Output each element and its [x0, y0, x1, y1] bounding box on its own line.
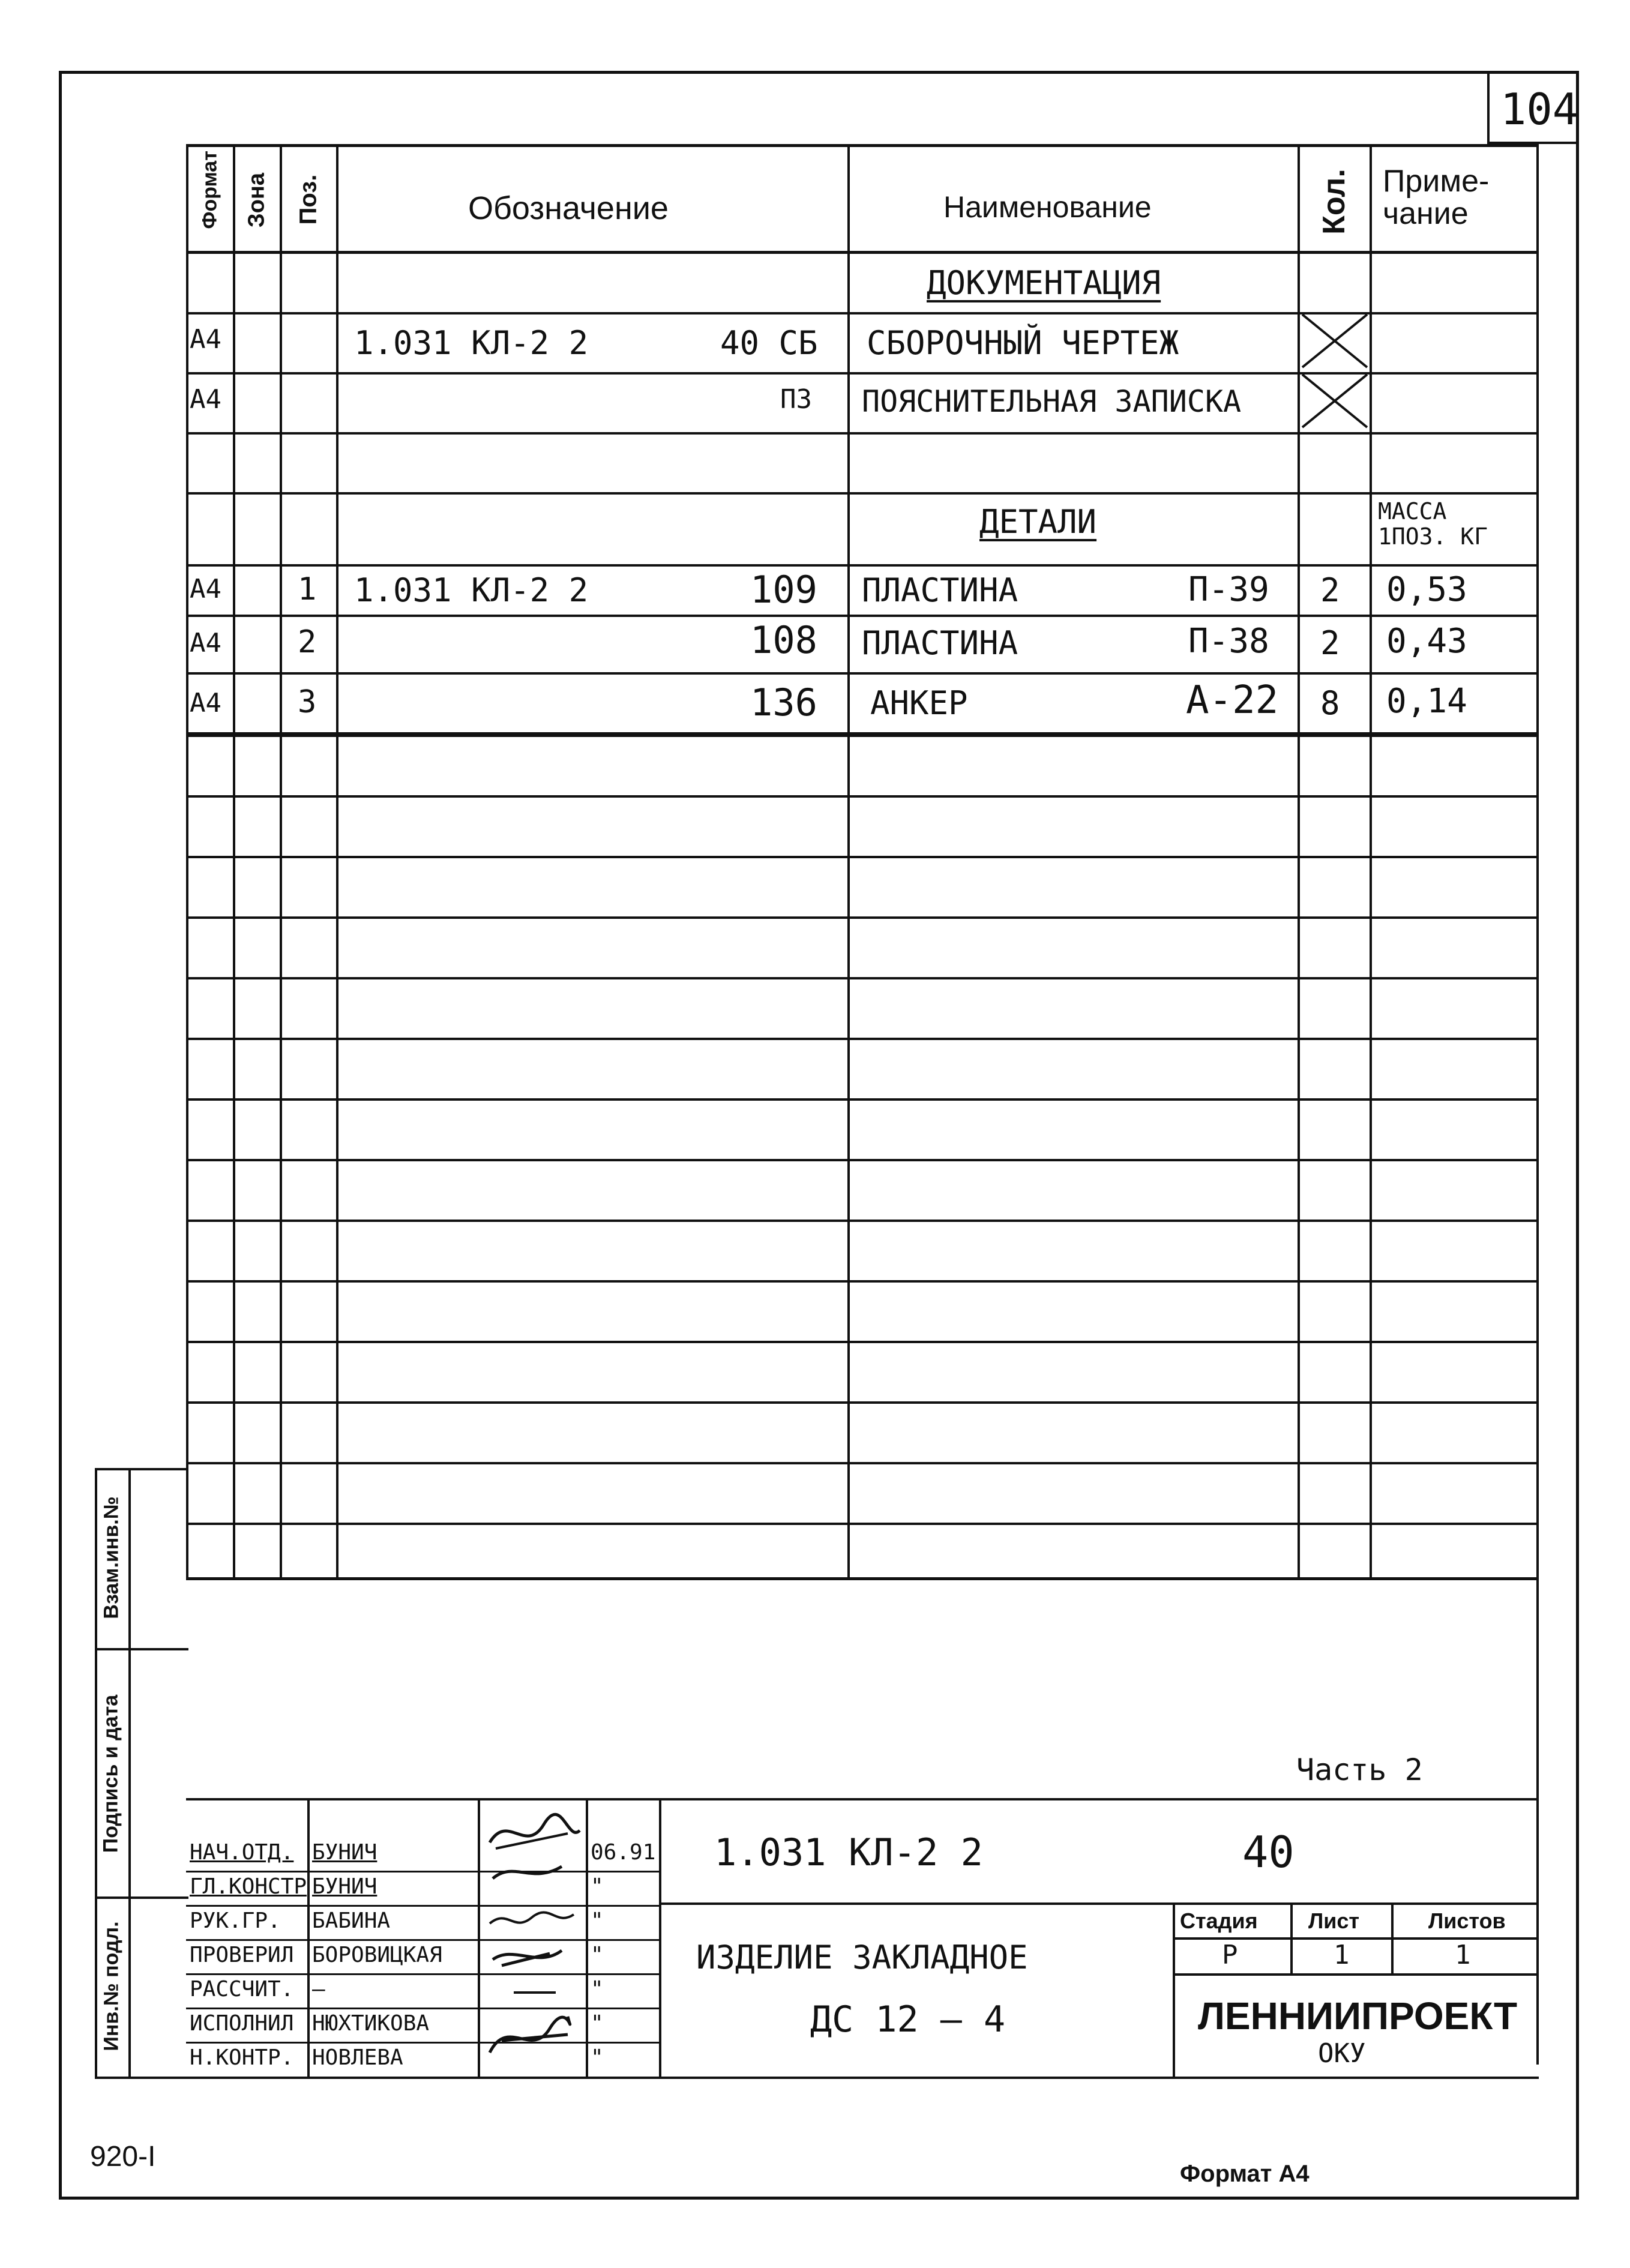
title-person-date: ": [591, 1909, 604, 1933]
row-note: 0,43: [1386, 622, 1467, 661]
title-block-top: [186, 1798, 1539, 1800]
tb-stage-row2: [1173, 1973, 1539, 1976]
table-row-line: [186, 1523, 1539, 1525]
title-item-name-1: ИЗДЕЛИЕ ЗАКЛАДНОЕ: [696, 1939, 1028, 1976]
title-person-name: БУНИЧ: [312, 1840, 377, 1865]
row-pos: 2: [298, 624, 317, 660]
page-number: 104: [1500, 84, 1579, 134]
title-person-role: Н.КОНТР.: [190, 2045, 294, 2070]
header-note-line2: чание: [1383, 196, 1469, 231]
title-person-role: ПРОВЕРИЛ: [190, 1943, 294, 1967]
title-person-role: ГЛ.КОНСТР: [190, 1874, 307, 1899]
row-qty: 8: [1320, 684, 1340, 722]
title-person-name: БОРОВИЦКАЯ: [312, 1943, 442, 1967]
col-line-note: [1370, 144, 1372, 1580]
table-row-line: [186, 735, 1539, 737]
table-row-line: [186, 1220, 1539, 1222]
side-stamp-line-b: [95, 1468, 97, 2079]
title-sheets-value: 1: [1455, 1940, 1471, 1970]
table-row-line: [186, 1098, 1539, 1101]
frame-right: [1576, 71, 1579, 2200]
tb-col-stage-sheet: [1290, 1903, 1293, 1976]
title-person-name: БУНИЧ: [312, 1874, 377, 1899]
row-format: А4: [190, 574, 221, 604]
title-person-name: НОВЛЕВА: [312, 2045, 403, 2070]
row-note: 0,53: [1386, 570, 1467, 609]
title-org-dept: ОКУ: [1318, 2038, 1366, 2069]
header-zone: Зона: [244, 172, 269, 228]
tb-col-sign-date: [586, 1798, 588, 2079]
title-person-role: РУК.ГР.: [190, 1909, 281, 1933]
signatures-image: [478, 1800, 586, 2077]
row-name: АНКЕР: [870, 684, 968, 722]
header-note-line1: Приме-: [1383, 164, 1490, 199]
table-row-line: [186, 977, 1539, 979]
row-pos: 3: [298, 684, 317, 720]
row-format: А4: [190, 324, 221, 355]
table-top: [186, 144, 1539, 147]
title-person-row-line: [186, 1905, 660, 1907]
header-format: Формат: [198, 151, 221, 229]
header-name: Наименование: [943, 190, 1152, 224]
row-designation: 1.031 КЛ-2 2: [354, 571, 589, 609]
table-row-line: [186, 1462, 1539, 1464]
col-line-zone: [233, 144, 235, 1580]
side-stamp-bottom: [95, 2077, 188, 2079]
title-person-date: 06.91: [591, 1840, 656, 1865]
row-mark: П-38: [1188, 622, 1269, 661]
table-row-line: [186, 492, 1539, 495]
row-designation-suffix: ПЗ: [780, 384, 812, 415]
title-sheet-label: Лист: [1308, 1909, 1360, 1933]
frame-left: [59, 71, 62, 2200]
row-mark: А-22: [1186, 678, 1279, 723]
title-person-name: НЮХТИКОВА: [312, 2011, 430, 2036]
mass-header-line1: МАССА: [1378, 498, 1447, 525]
title-person-date: ": [591, 2045, 604, 2070]
col-right: [1536, 144, 1539, 2065]
row-format: А4: [190, 628, 221, 658]
header-qty: Кол.: [1317, 169, 1352, 235]
row-name: ПОЯСНИТЕЛЬНАЯ ЗАПИСКА: [862, 384, 1242, 419]
frame-bottom: [59, 2197, 1578, 2200]
title-person-row-line: [186, 1939, 660, 1941]
row-qty: 2: [1320, 624, 1340, 662]
side-stamp-vzam-inv: Взам.инв.№: [100, 1496, 123, 1619]
row-note: 0,14: [1386, 682, 1467, 721]
title-person-name: БАБИНА: [312, 1909, 391, 1933]
tb-col-main-stage: [1173, 1903, 1175, 2079]
title-person-row-line: [186, 1871, 660, 1872]
side-stamp-inv-podl: Инв.№ подл.: [100, 1921, 123, 2051]
row-name: ПЛАСТИНА: [862, 624, 1018, 662]
row-designation-suffix: 109: [750, 568, 817, 612]
col-line-name: [847, 144, 850, 1580]
title-block-mid: [659, 1903, 1539, 1905]
table-row-line: [186, 672, 1539, 675]
row-mark: П-39: [1188, 570, 1269, 609]
title-person-row-line: [186, 2042, 660, 2044]
qty-cross-1: [1300, 312, 1370, 370]
row-name: СБОРОЧНЫЙ ЧЕРТЕЖ: [867, 324, 1179, 362]
title-org: ЛЕННИИПРОЕКТ: [1198, 1994, 1518, 2038]
title-person-date: ": [591, 1874, 604, 1899]
title-person-date: ": [591, 1977, 604, 2002]
footer-format: Формат А4: [1180, 2161, 1310, 2187]
table-row-line: [186, 1280, 1539, 1283]
title-block-bottom: [186, 2077, 1539, 2079]
table-row-line: [186, 432, 1539, 435]
table-row-line: [186, 564, 1539, 567]
tb-col-role-name: [307, 1798, 310, 2079]
title-person-role: РАССЧИТ.: [190, 1977, 294, 2002]
section-documentation: ДОКУМЕНТАЦИЯ: [927, 264, 1161, 302]
qty-cross-2: [1300, 372, 1370, 430]
title-sheet-value: 1: [1334, 1940, 1350, 1970]
table-row-line: [186, 1401, 1539, 1404]
side-stamp-line-a: [128, 1468, 131, 2079]
row-format: А4: [190, 384, 221, 415]
table-row-line: [186, 916, 1539, 919]
table-bottom: [186, 1577, 1539, 1580]
title-person-row-line: [186, 2008, 660, 2009]
tb-col-sheet-sheets: [1391, 1903, 1394, 1976]
table-row-line: [186, 795, 1539, 798]
title-person-row-line: [186, 1973, 660, 1975]
row-name: ПЛАСТИНА: [862, 571, 1018, 609]
section-details: ДЕТАЛИ: [979, 503, 1097, 541]
col-left: [186, 144, 188, 1580]
row-pos: 1: [298, 571, 317, 607]
row-designation-suffix: 108: [750, 618, 817, 662]
page-number-box-left: [1487, 71, 1490, 144]
title-code: 1.031 КЛ-2 2: [714, 1830, 983, 1874]
title-stage-value: Р: [1222, 1940, 1238, 1970]
table-row-line: [186, 615, 1539, 617]
title-person-date: ": [591, 1943, 604, 1967]
header-pos: Поз.: [295, 174, 322, 225]
title-stage-label: Стадия: [1180, 1909, 1258, 1933]
col-line-pos: [280, 144, 282, 1580]
title-person-role: НАЧ.ОТД.: [190, 1840, 294, 1865]
row-designation: 1.031 КЛ-2 2: [354, 324, 589, 362]
side-stamp-podpis-data: Подпись и дата: [99, 1694, 122, 1853]
title-sheets-label: Листов: [1428, 1909, 1506, 1933]
side-stamp-div1: [95, 1648, 188, 1650]
footer-series: 920-I: [90, 2141, 156, 2173]
title-person-name: —: [312, 1977, 325, 2002]
header-designation: Обозначение: [468, 190, 669, 226]
tb-col-date-main: [659, 1798, 661, 2079]
table-row-line: [186, 856, 1539, 858]
part-label: Часть 2: [1296, 1752, 1423, 1787]
row-qty: 2: [1320, 571, 1340, 609]
row-designation-suffix: 136: [750, 681, 817, 724]
row-format: А4: [190, 688, 221, 718]
frame-top: [59, 71, 1578, 74]
title-item-name-2: ДС 12 — 4: [810, 1999, 1006, 2041]
row-designation-suffix: 40 СБ: [720, 324, 818, 362]
col-line-designation: [336, 144, 338, 1580]
table-row-line: [186, 1341, 1539, 1343]
header-bottom: [186, 251, 1539, 254]
mass-header-line2: 1ПОЗ. КГ: [1378, 523, 1488, 550]
table-row-line: [186, 1038, 1539, 1040]
title-person-role: ИСПОЛНИЛ: [190, 2011, 294, 2036]
table-row-line: [186, 1159, 1539, 1161]
title-person-date: ": [591, 2011, 604, 2036]
title-code-number: 40: [1242, 1827, 1295, 1877]
